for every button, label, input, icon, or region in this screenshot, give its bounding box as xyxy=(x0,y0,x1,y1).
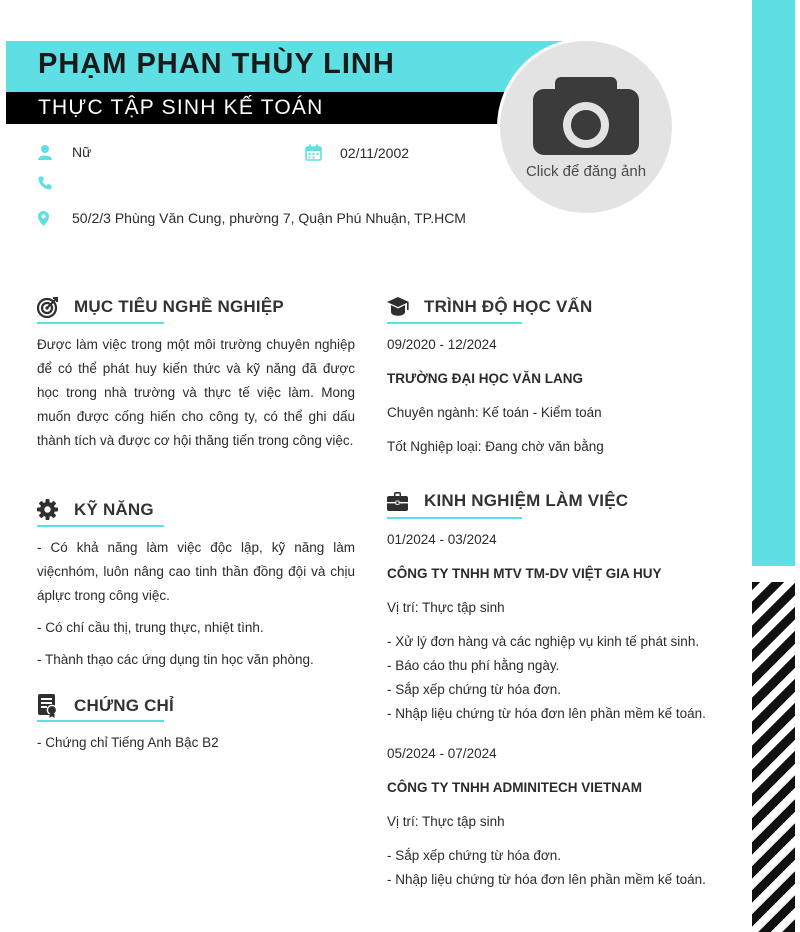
experience-heading xyxy=(387,491,628,511)
job-1-task-1: - Xử lý đơn hàng và các nghiệp vụ kinh tế phát sinh. xyxy=(387,634,700,649)
education-major: Chuyên ngành: Kế toán - Kiểm toán xyxy=(387,405,602,420)
briefcase-icon xyxy=(387,492,424,511)
certificate-item-1: - Chứng chỉ Tiếng Anh Bậc B2 xyxy=(37,735,219,750)
location-icon xyxy=(38,211,72,226)
address-row xyxy=(38,210,466,226)
education-underline xyxy=(387,322,522,324)
job-1-period: 01/2024 - 03/2024 xyxy=(387,532,497,547)
skills-item-3: - Thành thạo các ứng dụng tin học văn phòng. xyxy=(37,652,314,667)
job-2-task-1: - Sắp xếp chứng từ hóa đơn. xyxy=(387,848,562,863)
gear-icon xyxy=(37,499,74,520)
certificates-heading xyxy=(37,694,174,718)
target-icon xyxy=(37,296,74,318)
avatar-upload[interactable] xyxy=(497,38,675,216)
skills-heading xyxy=(37,499,154,520)
job-1-task-4: - Nhập liệu chứng từ hóa đơn lên phần mềm kế toán. xyxy=(387,706,706,721)
certificates-title: CHỨNG CHỈ xyxy=(74,696,174,715)
job-1-company: CÔNG TY TNHH MTV TM-DV VIỆT GIA HUY xyxy=(387,566,662,581)
job-2-position: Vị trí: Thực tập sinh xyxy=(387,814,505,829)
job-2-task-2: - Nhập liệu chứng từ hóa đơn lên phần mềm kế toán. xyxy=(387,872,706,887)
objective-underline xyxy=(37,322,164,324)
avatar-caption: Click để đăng ảnh xyxy=(525,162,647,180)
skills-title: KỸ NĂNG xyxy=(74,499,154,519)
job-title: THỰC TẬP SINH KẾ TOÁN xyxy=(38,96,324,119)
candidate-name: PHẠM PHAN THÙY LINH xyxy=(38,48,395,80)
education-period: 09/2020 - 12/2024 xyxy=(387,337,497,352)
gender-row xyxy=(38,144,91,160)
graduation-cap-icon xyxy=(387,296,424,318)
education-heading xyxy=(387,296,592,318)
skills-item-2: - Có chí cầu thị, trung thực, nhiệt tình. xyxy=(37,620,264,635)
objective-title: MỤC TIÊU NGHỀ NGHIỆP xyxy=(74,297,284,316)
education-school: TRƯỜNG ĐẠI HỌC VĂN LANG xyxy=(387,371,583,386)
striped-decoration xyxy=(752,582,795,932)
accent-side-bar xyxy=(752,0,795,566)
job-1-position: Vị trí: Thực tập sinh xyxy=(387,600,505,615)
education-grade: Tốt Nghiệp loại: Đang chờ văn bằng xyxy=(387,439,604,454)
objective-text: Được làm việc trong một môi trường chuyên nghiệp để có thể phát huy kiến thức và kỹ năng đã được học trong nhà trường và thực tế việc làm. Mong muốn được cống hiến cho công ty, có thể ghi dấu thành tích và được cơ hội thăng tiến trong công việc. xyxy=(37,337,355,448)
gender-value: Nữ xyxy=(72,144,92,160)
job-1-task-3: - Sắp xếp chứng từ hóa đơn. xyxy=(387,682,562,697)
job-1-task-2: - Báo cáo thu phí hằng ngày. xyxy=(387,658,560,673)
user-icon xyxy=(38,145,72,160)
experience-underline xyxy=(387,517,522,519)
certificates-underline xyxy=(37,720,164,722)
calendar-icon xyxy=(305,144,340,161)
phone-icon xyxy=(38,176,72,190)
education-title: TRÌNH ĐỘ HỌC VẤN xyxy=(424,297,593,316)
birthdate-value: 02/11/2002 xyxy=(340,144,410,161)
address-value: 50/2/3 Phùng Văn Cung, phường 7, Quận Phú Nhuận, TP.HCM xyxy=(72,210,466,226)
birthdate-row xyxy=(305,144,409,161)
certificate-icon xyxy=(37,694,74,718)
experience-title: KINH NGHIỆM LÀM VIỆC xyxy=(424,491,629,510)
job-2-company: CÔNG TY TNHH ADMINITECH VIETNAM xyxy=(387,780,642,795)
camera-icon xyxy=(533,75,639,155)
phone-row xyxy=(38,176,72,190)
objective-heading xyxy=(37,296,284,318)
job-2-period: 05/2024 - 07/2024 xyxy=(387,746,497,761)
skills-item-1: - Có khả năng làm việc độc lập, kỹ năng làm việcnhóm, luôn nâng cao tinh thần đồng đội và chịu áplực trong công việc. xyxy=(37,540,355,603)
skills-underline xyxy=(37,525,164,527)
